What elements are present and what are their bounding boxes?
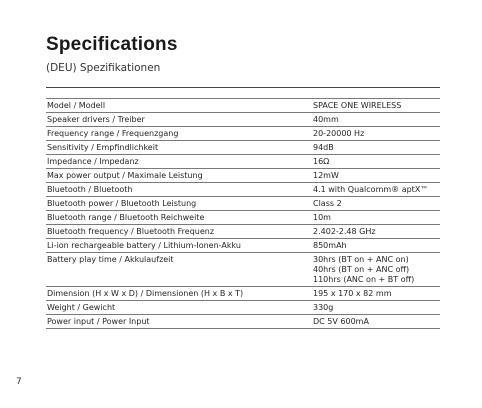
spec-row xyxy=(46,315,440,329)
spec-value xyxy=(312,155,440,169)
spec-row xyxy=(46,169,440,183)
spec-value xyxy=(312,113,440,127)
spec-label: Bluetooth / Bluetooth xyxy=(46,183,312,197)
spec-value xyxy=(312,197,440,211)
page-subtitle: (DEU) Spezifikationen xyxy=(46,62,161,74)
spec-row xyxy=(46,155,440,169)
header-divider xyxy=(46,87,440,88)
spec-value xyxy=(312,99,440,113)
spec-value xyxy=(312,169,440,183)
spec-label: Dimension (H x W x D) / Dimensionen (H x B x T) xyxy=(46,287,312,301)
spec-table-body xyxy=(46,99,440,329)
spec-value xyxy=(312,183,440,197)
spec-label: Max power output / Maximale Leistung xyxy=(46,169,312,183)
spec-row xyxy=(46,197,440,211)
spec-value-line: 40mm xyxy=(313,115,339,124)
spec-label: Model / Modell xyxy=(46,99,312,113)
spec-value-line: 10m xyxy=(313,213,331,222)
spec-label: Li-ion rechargeable battery / Lithium-Ionen-Akku xyxy=(46,239,312,253)
spec-row xyxy=(46,113,440,127)
spec-row xyxy=(46,183,440,197)
spec-label: Battery play time / Akkulaufzeit xyxy=(46,253,312,287)
spec-value xyxy=(312,141,440,155)
page-number: 7 xyxy=(16,377,22,387)
spec-value-line: 16Ω xyxy=(313,157,330,166)
spec-row xyxy=(46,225,440,239)
spec-value xyxy=(312,127,440,141)
spec-value-line: 110hrs (ANC on + BT off) xyxy=(313,275,415,284)
spec-row xyxy=(46,127,440,141)
spec-value xyxy=(312,287,440,301)
spec-value xyxy=(312,225,440,239)
spec-label: Weight / Gewicht xyxy=(46,301,312,315)
spec-label: Impedance / Impedanz xyxy=(46,155,312,169)
spec-value-line: 12mW xyxy=(313,171,339,180)
spec-row xyxy=(46,287,440,301)
spec-value xyxy=(312,315,440,329)
spec-row xyxy=(46,301,440,315)
spec-value-line: 330g xyxy=(313,303,334,312)
spec-label: Frequency range / Frequenzgang xyxy=(46,127,312,141)
spec-table xyxy=(46,98,440,329)
spec-row xyxy=(46,99,440,113)
spec-value-line: 30hrs (BT on + ANC on) xyxy=(313,255,409,264)
spec-label: Sensitivity / Empfindlichkeit xyxy=(46,141,312,155)
spec-value-line: 20-20000 Hz xyxy=(313,129,365,138)
spec-label: Bluetooth frequency / Bluetooth Frequenz xyxy=(46,225,312,239)
page-title: Specifications xyxy=(46,34,178,55)
spec-value-line: 40hrs (BT on + ANC off) xyxy=(313,265,410,274)
spec-value xyxy=(312,253,440,287)
spec-row xyxy=(46,239,440,253)
spec-value xyxy=(312,239,440,253)
spec-row xyxy=(46,253,440,287)
spec-value-line: SPACE ONE WIRELESS xyxy=(313,101,402,110)
spec-value-line: 850mAh xyxy=(313,241,347,250)
spec-value-line: Class 2 xyxy=(313,199,342,208)
spec-value-line: 2.402-2.48 GHz xyxy=(313,227,376,236)
spec-value-line: DC 5V 600mA xyxy=(313,317,369,326)
spec-label: Bluetooth range / Bluetooth Reichweite xyxy=(46,211,312,225)
spec-label: Bluetooth power / Bluetooth Leistung xyxy=(46,197,312,211)
spec-row xyxy=(46,211,440,225)
spec-value-line: 195 x 170 x 82 mm xyxy=(313,289,392,298)
spec-label: Power input / Power Input xyxy=(46,315,312,329)
spec-value xyxy=(312,211,440,225)
spec-row xyxy=(46,141,440,155)
spec-value xyxy=(312,301,440,315)
spec-value-line: 4.1 with Qualcomm® aptX™ xyxy=(313,185,429,194)
spec-label: Speaker drivers / Treiber xyxy=(46,113,312,127)
spec-value-line: 94dB xyxy=(313,143,334,152)
